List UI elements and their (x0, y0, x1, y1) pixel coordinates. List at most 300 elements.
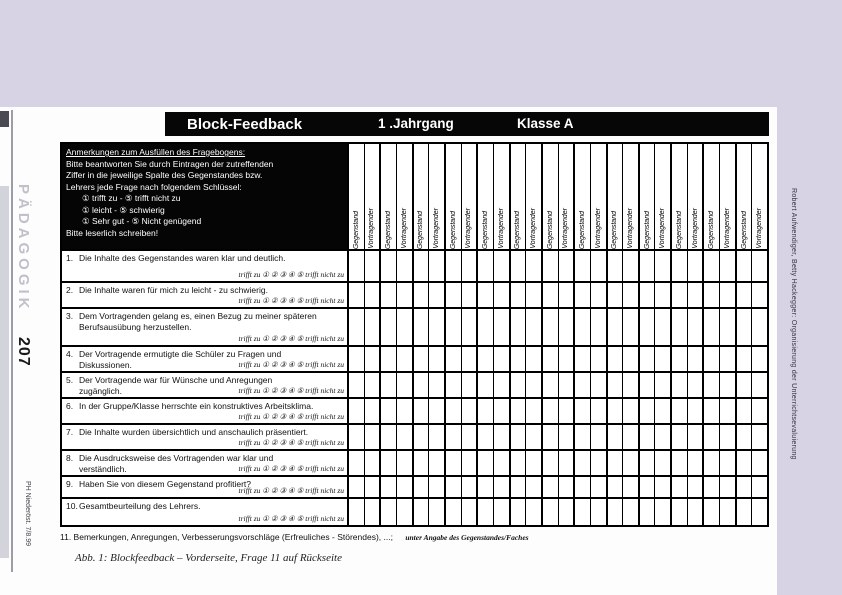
column-pair (573, 499, 605, 525)
answer-cell (364, 309, 380, 345)
column-label-gegenstand-cell (640, 144, 655, 249)
column-label-gegenstand: Gegenstand (708, 210, 716, 249)
column-pair (541, 251, 573, 281)
column-label-vortragender-cell (396, 144, 412, 249)
column-pair (379, 144, 411, 249)
answer-cell (396, 451, 412, 475)
answer-cell (687, 283, 703, 307)
answer-cell (751, 283, 767, 307)
column-label-gegenstand: Gegenstand (482, 210, 490, 249)
answer-cell (381, 477, 396, 497)
answer-cell (590, 283, 606, 307)
answer-cell (493, 373, 509, 397)
column-pair (412, 144, 444, 249)
column-pair (349, 425, 379, 449)
answer-cell (558, 451, 574, 475)
answer-cell (381, 451, 396, 475)
feedback-form-table (60, 142, 769, 527)
question-cell (62, 251, 347, 281)
answer-cell (478, 373, 493, 397)
answer-cell (396, 347, 412, 371)
column-pair (573, 451, 605, 475)
answer-cell (704, 499, 719, 525)
column-label-gegenstand-cell (543, 144, 558, 249)
column-pair (349, 399, 379, 423)
answer-cell (687, 499, 703, 525)
column-pair (444, 399, 476, 423)
column-label-gegenstand: Gegenstand (352, 210, 360, 249)
column-label-vortragender-cell (525, 144, 541, 249)
answer-cell (719, 373, 735, 397)
background-top-band (0, 0, 842, 107)
answer-cell (751, 373, 767, 397)
column-pair (541, 283, 573, 307)
question-text: In der Gruppe/Klasse herrschte ein konstruktives Arbeitsklima. (79, 401, 314, 411)
column-label-vortragender: Vortragender (691, 208, 699, 249)
answer-cell (737, 499, 752, 525)
column-pair (638, 373, 670, 397)
answer-cell (654, 425, 670, 449)
column-label-vortragender: Vortragender (723, 208, 731, 249)
question-cell (62, 451, 347, 475)
answer-cell (446, 373, 461, 397)
answer-cell (349, 309, 364, 345)
answer-cell (525, 251, 541, 281)
answer-cell (590, 499, 606, 525)
rating-scale: trifft zu ① ② ③ ④ ⑤ trifft nicht zu (238, 437, 344, 447)
answer-cell (446, 347, 461, 371)
column-label-vortragender-cell (719, 144, 735, 249)
answer-cell (737, 251, 752, 281)
column-pair (349, 251, 379, 281)
answer-cell (672, 251, 687, 281)
column-pair (509, 499, 541, 525)
column-pair (606, 477, 638, 497)
column-pair (573, 399, 605, 423)
answer-cell (704, 309, 719, 345)
column-pair (573, 477, 605, 497)
column-pair (379, 477, 411, 497)
answer-cell (654, 309, 670, 345)
answer-cell (640, 425, 655, 449)
question-number: 1. (66, 253, 74, 263)
answer-cell (687, 373, 703, 397)
answer-cell (654, 373, 670, 397)
column-label-vortragender: Vortragender (433, 208, 441, 249)
column-pair (476, 283, 508, 307)
answer-cell (608, 499, 623, 525)
column-pair (379, 499, 411, 525)
answer-cell (381, 283, 396, 307)
column-pair (349, 309, 379, 345)
answer-cell (461, 373, 477, 397)
answer-cell (575, 477, 590, 497)
answer-cell (543, 477, 558, 497)
answer-cell (428, 251, 444, 281)
answer-cell (381, 309, 396, 345)
column-pair (702, 347, 734, 371)
question-cell (62, 373, 347, 397)
answer-cell (364, 283, 380, 307)
column-pair (541, 499, 573, 525)
question-row (62, 371, 767, 397)
column-label-vortragender-cell (654, 144, 670, 249)
column-pair (379, 283, 411, 307)
answer-cell (590, 451, 606, 475)
column-pair (735, 309, 767, 345)
answer-cell (608, 309, 623, 345)
question-text: Die Inhalte waren für mich zu leicht - zu schwierig. (79, 285, 268, 295)
answer-cell (446, 309, 461, 345)
answer-cell (511, 399, 526, 423)
answer-cell (687, 425, 703, 449)
column-pair (509, 425, 541, 449)
answer-cell (719, 347, 735, 371)
answer-cell (349, 499, 364, 525)
answer-cell (575, 451, 590, 475)
column-pair (606, 373, 638, 397)
column-pair (541, 347, 573, 371)
column-label-gegenstand: Gegenstand (579, 210, 587, 249)
question-11-text: 11. Bemerkungen, Anregungen, Verbesserungsvorschläge (Erfreuliches - Störendes), ...; (60, 532, 393, 542)
answer-cell (461, 499, 477, 525)
answer-cell (737, 477, 752, 497)
column-header-group (347, 144, 767, 249)
answer-cell (704, 451, 719, 475)
question-row (62, 249, 767, 281)
column-pair (476, 425, 508, 449)
answer-cell (493, 425, 509, 449)
answer-cell (396, 309, 412, 345)
answer-cell (575, 251, 590, 281)
answer-cell (396, 373, 412, 397)
answer-cell (428, 399, 444, 423)
answer-cell (622, 251, 638, 281)
answer-columns (347, 309, 767, 345)
rating-scale: trifft zu ① ② ③ ④ ⑤ trifft nicht zu (238, 295, 344, 305)
column-pair (606, 144, 638, 249)
answer-cell (575, 425, 590, 449)
answer-cell (364, 425, 380, 449)
rating-scale: trifft zu ① ② ③ ④ ⑤ trifft nicht zu (238, 485, 344, 495)
answer-cell (622, 283, 638, 307)
column-label-gegenstand: Gegenstand (675, 210, 683, 249)
column-pair (735, 283, 767, 307)
answer-cell (737, 373, 752, 397)
column-pair (670, 499, 702, 525)
answer-cell (511, 451, 526, 475)
column-pair (670, 309, 702, 345)
answer-cell (396, 499, 412, 525)
instructions-footer: Bitte leserlich schreiben! (66, 227, 159, 238)
column-pair (444, 373, 476, 397)
question-text: Haben Sie von diesem Gegenstand profitiert? (79, 479, 251, 489)
answer-cell (414, 499, 429, 525)
answer-cell (687, 399, 703, 423)
answer-cell (478, 347, 493, 371)
question-number: 4. (66, 349, 74, 359)
scan-artifact (0, 111, 9, 127)
answer-cell (672, 425, 687, 449)
column-label-gegenstand: Gegenstand (643, 210, 651, 249)
answer-cell (543, 425, 558, 449)
answer-cell (672, 477, 687, 497)
answer-cell (525, 373, 541, 397)
column-pair (379, 347, 411, 371)
answer-cell (381, 373, 396, 397)
answer-cell (558, 373, 574, 397)
answer-cell (349, 373, 364, 397)
answer-cell (737, 425, 752, 449)
column-pair (541, 451, 573, 475)
answer-cell (461, 425, 477, 449)
answer-cell (622, 451, 638, 475)
column-pair (349, 499, 379, 525)
page-number-vertical: 207 (15, 337, 32, 367)
answer-cell (428, 283, 444, 307)
answer-cell (737, 347, 752, 371)
answer-cell (511, 373, 526, 397)
column-pair (573, 373, 605, 397)
column-pair (573, 283, 605, 307)
answer-cell (704, 373, 719, 397)
column-label-vortragender-cell (493, 144, 509, 249)
answer-cell (751, 251, 767, 281)
column-pair (702, 144, 734, 249)
rating-scale: trifft zu ① ② ③ ④ ⑤ trifft nicht zu (238, 385, 344, 395)
column-label-gegenstand: Gegenstand (385, 210, 393, 249)
answer-cell (672, 499, 687, 525)
column-pair (509, 144, 541, 249)
column-pair (444, 451, 476, 475)
question-text: Die Ausdrucksweise des Vortragenden war klar und verständlich. (79, 453, 274, 474)
column-pair (349, 144, 379, 249)
column-pair (702, 309, 734, 345)
answer-cell (461, 451, 477, 475)
answer-columns (347, 451, 767, 475)
answer-cell (672, 309, 687, 345)
column-pair (509, 373, 541, 397)
answer-cell (525, 425, 541, 449)
column-pair (541, 309, 573, 345)
answer-cell (622, 373, 638, 397)
answer-cell (493, 309, 509, 345)
rating-key-line: ① leicht - ⑤ schwierig (82, 204, 165, 215)
answer-cell (640, 499, 655, 525)
column-label-gegenstand: Gegenstand (546, 210, 554, 249)
answer-cell (511, 347, 526, 371)
answer-cell (575, 309, 590, 345)
answer-cell (511, 251, 526, 281)
column-pair (735, 499, 767, 525)
answer-cell (608, 283, 623, 307)
column-pair (379, 373, 411, 397)
answer-cell (349, 477, 364, 497)
answer-cell (654, 283, 670, 307)
question-cell (62, 499, 347, 525)
answer-cell (558, 477, 574, 497)
question-number: 3. (66, 311, 74, 321)
rating-key-line: ① trifft zu - ⑤ trifft nicht zu (82, 193, 181, 203)
answer-cell (719, 399, 735, 423)
column-pair (670, 451, 702, 475)
column-pair (379, 451, 411, 475)
answer-cell (575, 283, 590, 307)
column-pair (476, 309, 508, 345)
column-pair (573, 144, 605, 249)
column-pair (444, 425, 476, 449)
question-text: Der Vortragende war für Wünsche und Anregungen zugänglich. (79, 375, 273, 396)
answer-cell (590, 309, 606, 345)
question-cell (62, 347, 347, 371)
answer-cell (364, 251, 380, 281)
answer-cell (364, 399, 380, 423)
answer-cell (672, 347, 687, 371)
rating-scale: trifft zu ① ② ③ ④ ⑤ trifft nicht zu (238, 359, 344, 369)
rating-key-line: ① Sehr gut - ⑤ Nicht genügend (82, 216, 202, 226)
column-label-gegenstand-cell (414, 144, 429, 249)
answer-cell (622, 425, 638, 449)
column-pair (379, 309, 411, 345)
column-pair (735, 347, 767, 371)
column-pair (444, 499, 476, 525)
answer-cell (687, 347, 703, 371)
column-pair (638, 347, 670, 371)
answer-cell (511, 309, 526, 345)
column-label-vortragender: Vortragender (594, 208, 602, 249)
column-pair (444, 477, 476, 497)
answer-cell (525, 309, 541, 345)
answer-cell (478, 425, 493, 449)
answer-cell (590, 425, 606, 449)
column-pair (638, 477, 670, 497)
column-pair (412, 283, 444, 307)
column-pair (606, 425, 638, 449)
answer-cell (608, 251, 623, 281)
column-pair (349, 347, 379, 371)
column-pair (670, 373, 702, 397)
column-pair (702, 283, 734, 307)
answer-cell (349, 347, 364, 371)
instructions-heading: Anmerkungen zum Ausfüllen des Fragebogens: (66, 147, 246, 157)
background-right-band (777, 0, 842, 595)
answer-cell (590, 477, 606, 497)
answer-cell (608, 347, 623, 371)
column-pair (444, 283, 476, 307)
answer-cell (478, 283, 493, 307)
answer-cell (543, 499, 558, 525)
answer-cell (446, 425, 461, 449)
answer-cell (543, 347, 558, 371)
answer-cell (461, 347, 477, 371)
answer-cell (364, 451, 380, 475)
answer-cell (737, 399, 752, 423)
rating-scale: trifft zu ① ② ③ ④ ⑤ trifft nicht zu (238, 513, 344, 523)
column-pair (379, 251, 411, 281)
column-pair (670, 144, 702, 249)
column-pair (670, 251, 702, 281)
column-pair (541, 373, 573, 397)
question-number: 6. (66, 401, 74, 411)
column-pair (573, 347, 605, 371)
column-label-gegenstand-cell (511, 144, 526, 249)
column-pair (541, 477, 573, 497)
question-row (62, 449, 767, 475)
column-pair (476, 347, 508, 371)
column-pair (412, 477, 444, 497)
answer-cell (672, 399, 687, 423)
issue-info-vertical: PH Niederöst. 7/8.99 (24, 481, 31, 546)
question-text: Der Vortragende ermutigte die Schüler zu Fragen und Diskussionen. (79, 349, 282, 370)
column-pair (638, 399, 670, 423)
answer-cell (381, 499, 396, 525)
answer-cell (737, 451, 752, 475)
answer-cell (608, 451, 623, 475)
answer-cell (704, 477, 719, 497)
question-number: 8. (66, 453, 74, 463)
answer-cell (364, 477, 380, 497)
answer-cell (511, 499, 526, 525)
instruction-line: Lehrers jede Frage nach folgendem Schlüssel: (66, 181, 242, 192)
answer-cell (654, 251, 670, 281)
column-pair (541, 425, 573, 449)
column-pair (509, 347, 541, 371)
answer-cell (751, 499, 767, 525)
question-cell (62, 399, 347, 423)
answer-cell (558, 499, 574, 525)
column-label-vortragender: Vortragender (530, 208, 538, 249)
column-label-gegenstand-cell (672, 144, 687, 249)
answer-cell (719, 309, 735, 345)
class-label: Klasse A (517, 116, 574, 131)
answer-cell (672, 451, 687, 475)
question-row (62, 397, 767, 423)
answer-columns (347, 347, 767, 371)
column-pair (379, 425, 411, 449)
column-label-gegenstand-cell (478, 144, 493, 249)
column-pair (638, 309, 670, 345)
column-pair (606, 451, 638, 475)
figure-caption: Abb. 1: Blockfeedback – Vorderseite, Frage 11 auf Rückseite (75, 552, 342, 564)
answer-cell (751, 399, 767, 423)
rating-scale: trifft zu ① ② ③ ④ ⑤ trifft nicht zu (238, 333, 344, 343)
question-number: 7. (66, 427, 74, 437)
column-pair (638, 451, 670, 475)
answer-cell (543, 283, 558, 307)
form-title-bar (165, 112, 769, 136)
column-pair (412, 451, 444, 475)
journal-name-vertical: PÄDAGOGIK (15, 184, 32, 313)
answer-cell (349, 283, 364, 307)
answer-cell (654, 451, 670, 475)
answer-cell (751, 309, 767, 345)
answer-cell (493, 499, 509, 525)
column-pair (476, 399, 508, 423)
column-pair (735, 373, 767, 397)
column-pair (735, 477, 767, 497)
question-text: Gesamtbeurteilung des Lehrers. (79, 501, 201, 511)
column-pair (638, 283, 670, 307)
column-pair (702, 399, 734, 423)
running-title-vertical: Robert Aufwendiger, Betty Hackegger: Organisierung der Unterrichtsevaluierung (790, 188, 797, 460)
column-pair (702, 477, 734, 497)
column-label-gegenstand-cell (608, 144, 623, 249)
answer-cell (608, 399, 623, 423)
answer-cell (575, 399, 590, 423)
question-number: 5. (66, 375, 74, 385)
answer-cell (687, 251, 703, 281)
answer-cell (543, 451, 558, 475)
